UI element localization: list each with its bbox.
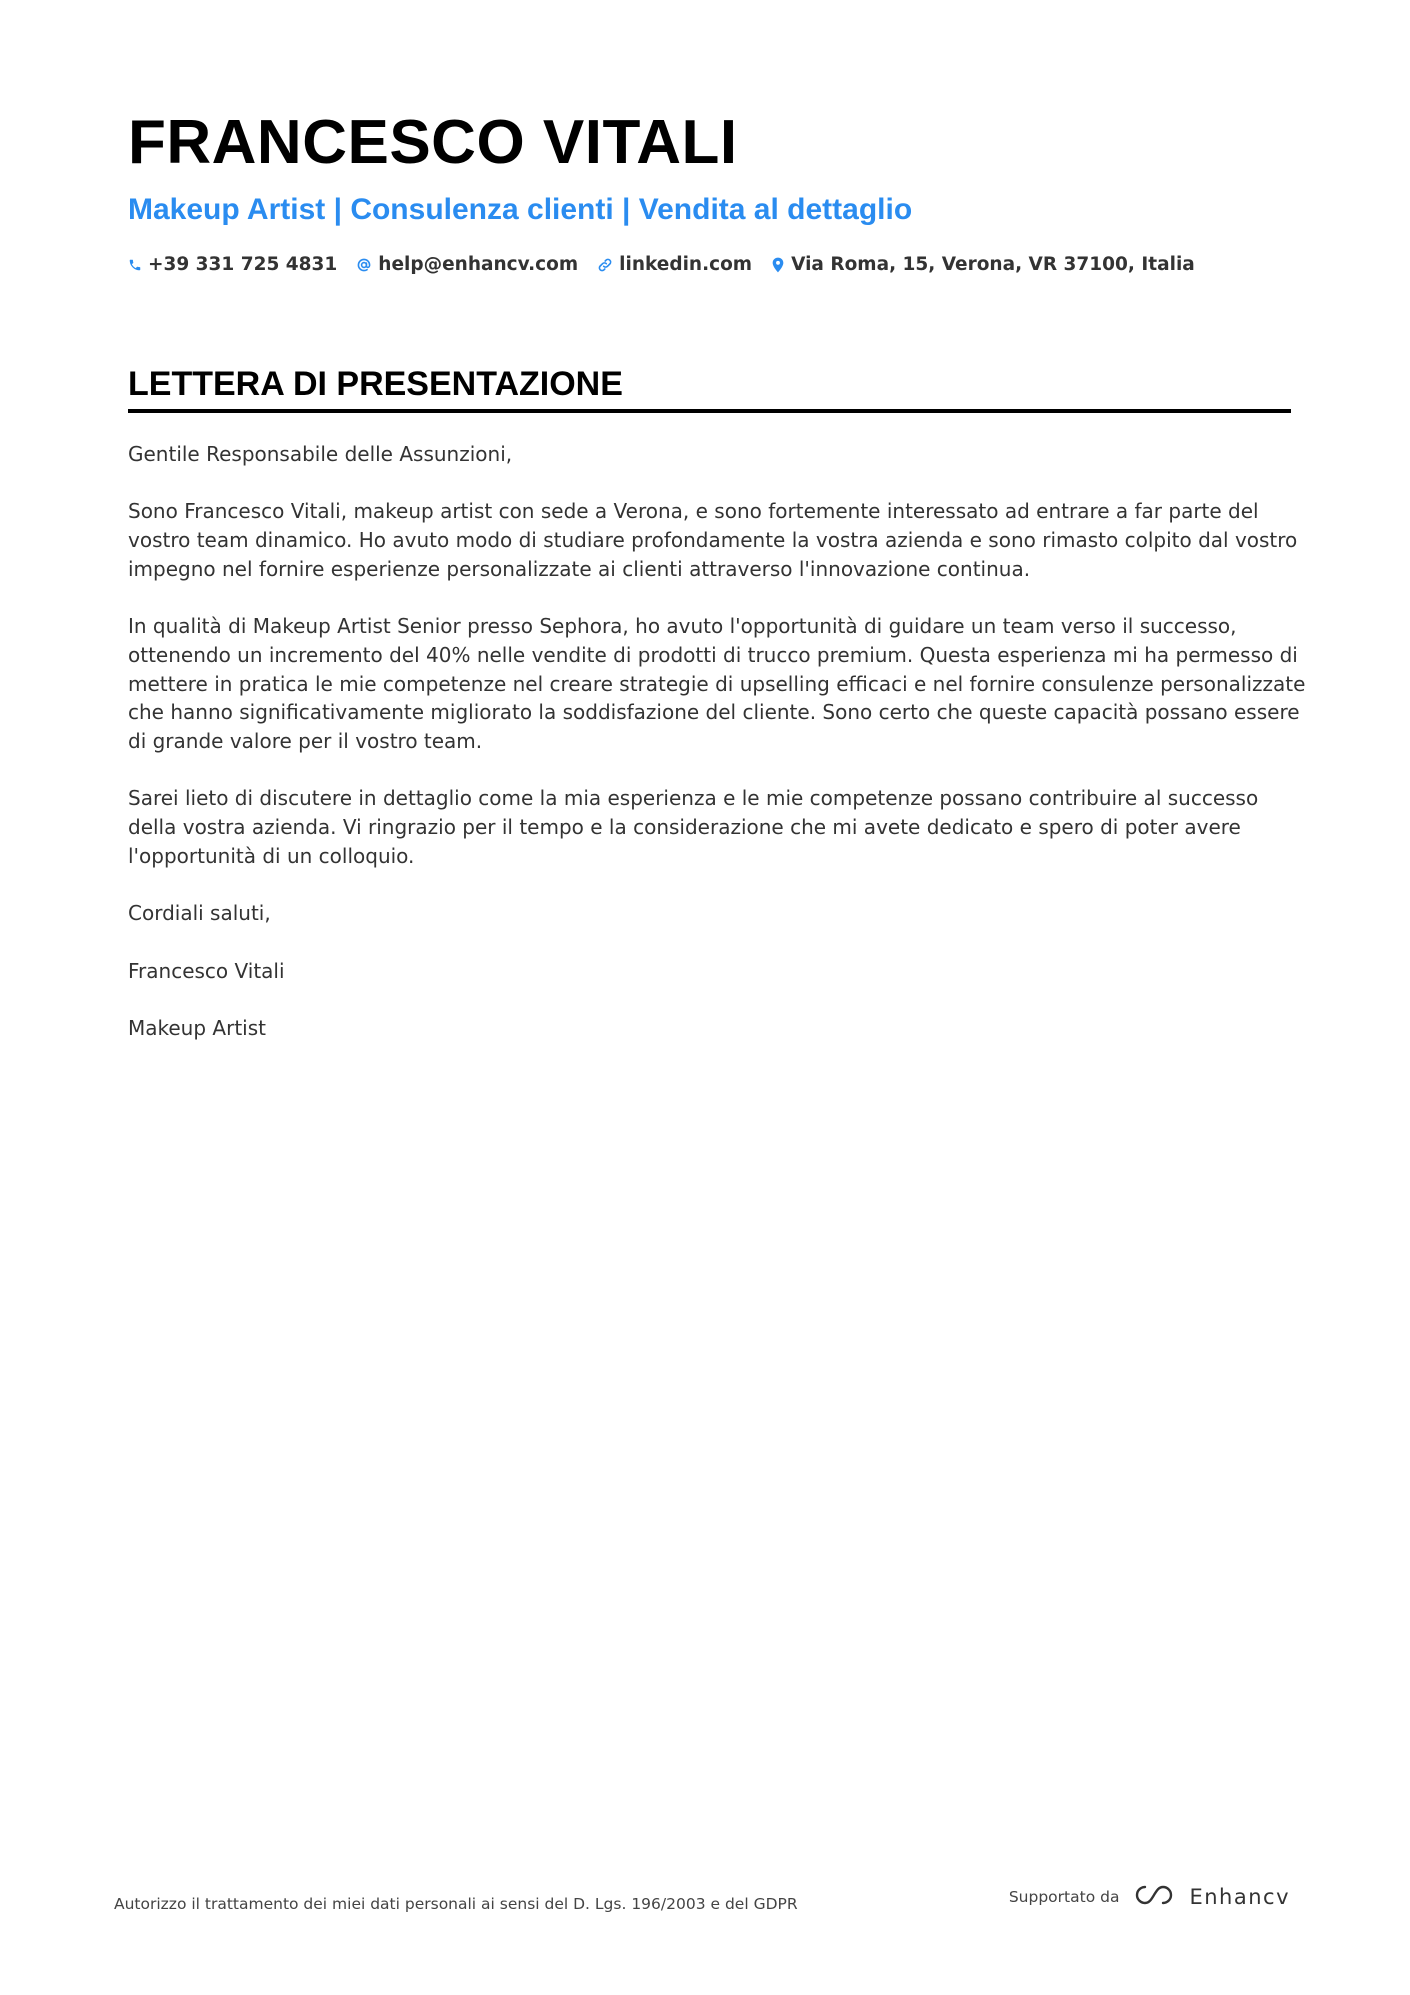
at-icon: [356, 257, 372, 273]
contact-linkedin: [597, 254, 752, 275]
section-divider: [128, 409, 1291, 413]
email-address[interactable]: help@enhancv.com: [378, 254, 579, 275]
section-title: LETTERA DI PRESENTAZIONE: [128, 365, 623, 403]
signature-title: Makeup Artist: [128, 1015, 266, 1040]
powered-by-label: Supportato da: [1008, 1888, 1120, 1906]
powered-by[interactable]: [1009, 1882, 1290, 1912]
contact-phone: [128, 254, 337, 275]
enhancv-logo-icon: [1131, 1882, 1177, 1912]
brand-logo[interactable]: [1131, 1882, 1290, 1912]
letter-body: [128, 440, 1308, 1071]
contact-address: [771, 254, 1195, 275]
contact-bar: [128, 254, 1195, 275]
location-pin-icon: [771, 257, 785, 273]
brand-name: Enhancv: [1189, 1885, 1290, 1909]
candidate-headline: Makeup Artist | Consulenza clienti | Vendita al dettaglio: [128, 193, 913, 226]
phone-icon: [128, 258, 142, 272]
contact-email: [356, 254, 578, 275]
letter-closing: Cordiali saluti,: [128, 901, 271, 926]
signature-name: Francesco Vitali: [128, 958, 285, 983]
letter-paragraph: Sono Francesco Vitali, makeup artist con sede a Verona, e sono fortemente interessato ad entrare a far parte del vostro team dinamico. Ho avuto modo di studiare profondamente la vostra azienda e sono rimasto colpito dal vostro impegno nel fornire esperienze personalizzate ai clienti attraverso l'innovazione continua.: [128, 499, 1298, 581]
privacy-consent-note: Autorizzo il trattamento dei miei dati personali ai sensi del D. Lgs. 196/2003 e del GDPR: [114, 1895, 798, 1913]
linkedin-url[interactable]: linkedin.com: [619, 254, 753, 275]
phone-number[interactable]: +39 331 725 4831: [148, 254, 338, 275]
letter-paragraph: Sarei lieto di discutere in dettaglio come la mia esperienza e le mie competenze possano contribuire al successo della vostra azienda. Vi ringrazio per il tempo e la considerazione che mi avete dedicato e spero di poter avere l'opportunità di un colloquio.: [128, 786, 1259, 868]
link-icon: [597, 257, 613, 273]
letter-salutation: Gentile Responsabile delle Assunzioni,: [128, 442, 513, 466]
letter-paragraph: In qualità di Makeup Artist Senior presso Sephora, ho avuto l'opportunità di guidare un team verso il successo, ottenendo un incremento del 40% nelle vendite di prodotti di trucco premium. Questa esperienza mi ha permesso di mettere in pratica le mie competenze nel creare strategie di upselling efficaci e nel fornire consulenze personalizzate che hanno significativamente migliorato la soddisfazione del cliente. Sono certo che queste capacità possano essere di grande valore per il vostro team.: [128, 614, 1306, 753]
candidate-name: FRANCESCO VITALI: [128, 108, 738, 177]
postal-address: Via Roma, 15, Verona, VR 37100, Italia: [791, 254, 1195, 275]
